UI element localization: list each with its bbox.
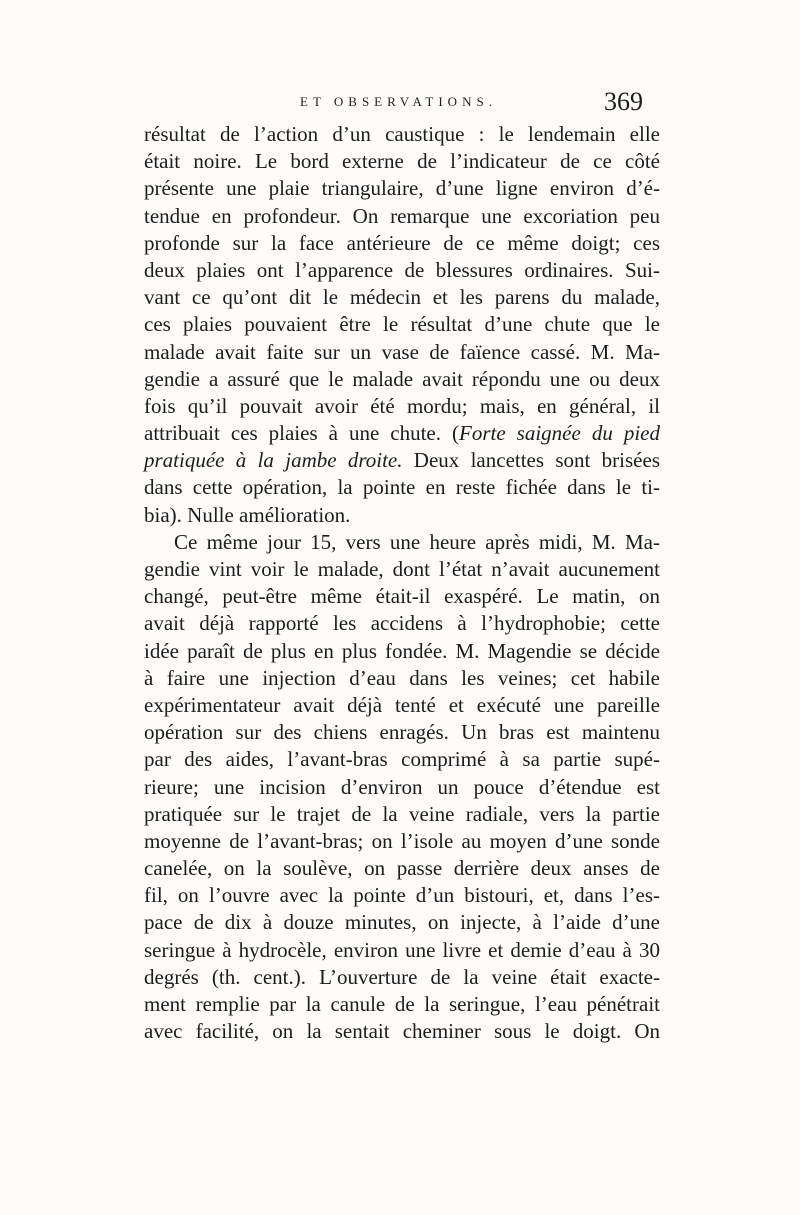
text-line: vant ce qu’ont dit le médecin et les parens du malade, <box>144 285 660 310</box>
text-line: opération sur des chiens enragés. Un bras est maintenu <box>144 720 660 745</box>
text-line: fil, on l’ouvre avec la pointe d’un bistouri, et, dans l’es- <box>144 883 660 908</box>
text-line: pratiquée sur le trajet de la veine radiale, vers la partie <box>144 801 660 826</box>
text-line: gendie a assuré que le malade avait répondu une ou deux <box>144 366 660 391</box>
text-line: avait déjà rapporté les accidens à l’hydrophobie; cette <box>144 611 660 636</box>
text-line: malade avait faite sur un vase de faïence cassé. M. Ma- <box>144 339 660 364</box>
text-line: idée paraît de plus en plus fondée. M. Magendie se décide <box>144 638 660 663</box>
text-line: par des aides, l’avant-bras comprimé à sa partie supé- <box>144 747 660 772</box>
text-line: présente une plaie triangulaire, d’une ligne environ d’é- <box>144 176 660 201</box>
paragraph-first-line: Ce même jour 15, vers une heure après midi, M. Ma- <box>174 529 660 554</box>
text-line: seringue à hydrocèle, environ une livre et demie d’eau à 30 <box>144 937 660 962</box>
text-line: rieure; une incision d’environ un pouce d’étendue est <box>144 774 660 799</box>
italic-span: Forte saignée du pied <box>459 421 660 446</box>
text-line: bia). Nulle amélioration. <box>144 502 351 527</box>
body-text <box>144 121 660 1045</box>
page-number: 369 <box>604 87 643 116</box>
text-line: moyenne de l’avant-bras; on l’isole au moyen d’une sonde <box>144 828 660 853</box>
text-span: Deux lancettes sont brisées <box>402 448 660 473</box>
text-line: avec facilité, on la sentait cheminer sous le doigt. On <box>144 1019 660 1044</box>
italic-span: pratiquée à la jambe droite. <box>144 448 403 473</box>
text-line: deux plaies ont l’apparence de blessures ordinaires. Sui- <box>144 257 660 282</box>
text-line: degrés (th. cent.). L’ouverture de la veine était exacte- <box>144 964 660 989</box>
text-line <box>144 447 660 474</box>
text-line: gendie vint voir le malade, dont l’état n’avait aucunement <box>144 557 660 581</box>
text-line: ces plaies pouvaient être le résultat d’une chute que le <box>144 312 660 337</box>
text-line: résultat de l’action d’un caustique : le lendemain elle <box>144 122 660 146</box>
text-line: pace de dix à douze minutes, on injecte, à l’aide d’une <box>144 910 660 935</box>
text-line: fois qu’il pouvait avoir été mordu; mais, en général, il <box>144 393 660 418</box>
text-line: tendue en profondeur. On remarque une excoriation peu <box>144 203 660 228</box>
text-line: ment remplie par la canule de la seringue, l’eau pénétrait <box>144 992 660 1016</box>
text-line: changé, peut-être même était-il exaspéré. Le matin, on <box>144 584 660 609</box>
text-line: à faire une injection d’eau dans les veines; cet habile <box>144 665 660 690</box>
text-line: expérimentateur avait déjà tenté et exécuté une pareille <box>144 692 660 717</box>
text-line: canelée, on la soulève, on passe derrière deux anses de <box>144 856 660 881</box>
text-line: était noire. Le bord externe de l’indicateur de ce côté <box>144 149 660 174</box>
text-line <box>144 420 660 447</box>
running-head: ET OBSERVATIONS. <box>300 94 497 109</box>
text-line: profonde sur la face antérieure de ce même doigt; ces <box>144 230 660 255</box>
text-span: attribuait ces plaies à une chute. ( <box>144 421 460 446</box>
text-line: dans cette opération, la pointe en reste fichée dans le ti- <box>144 475 660 500</box>
